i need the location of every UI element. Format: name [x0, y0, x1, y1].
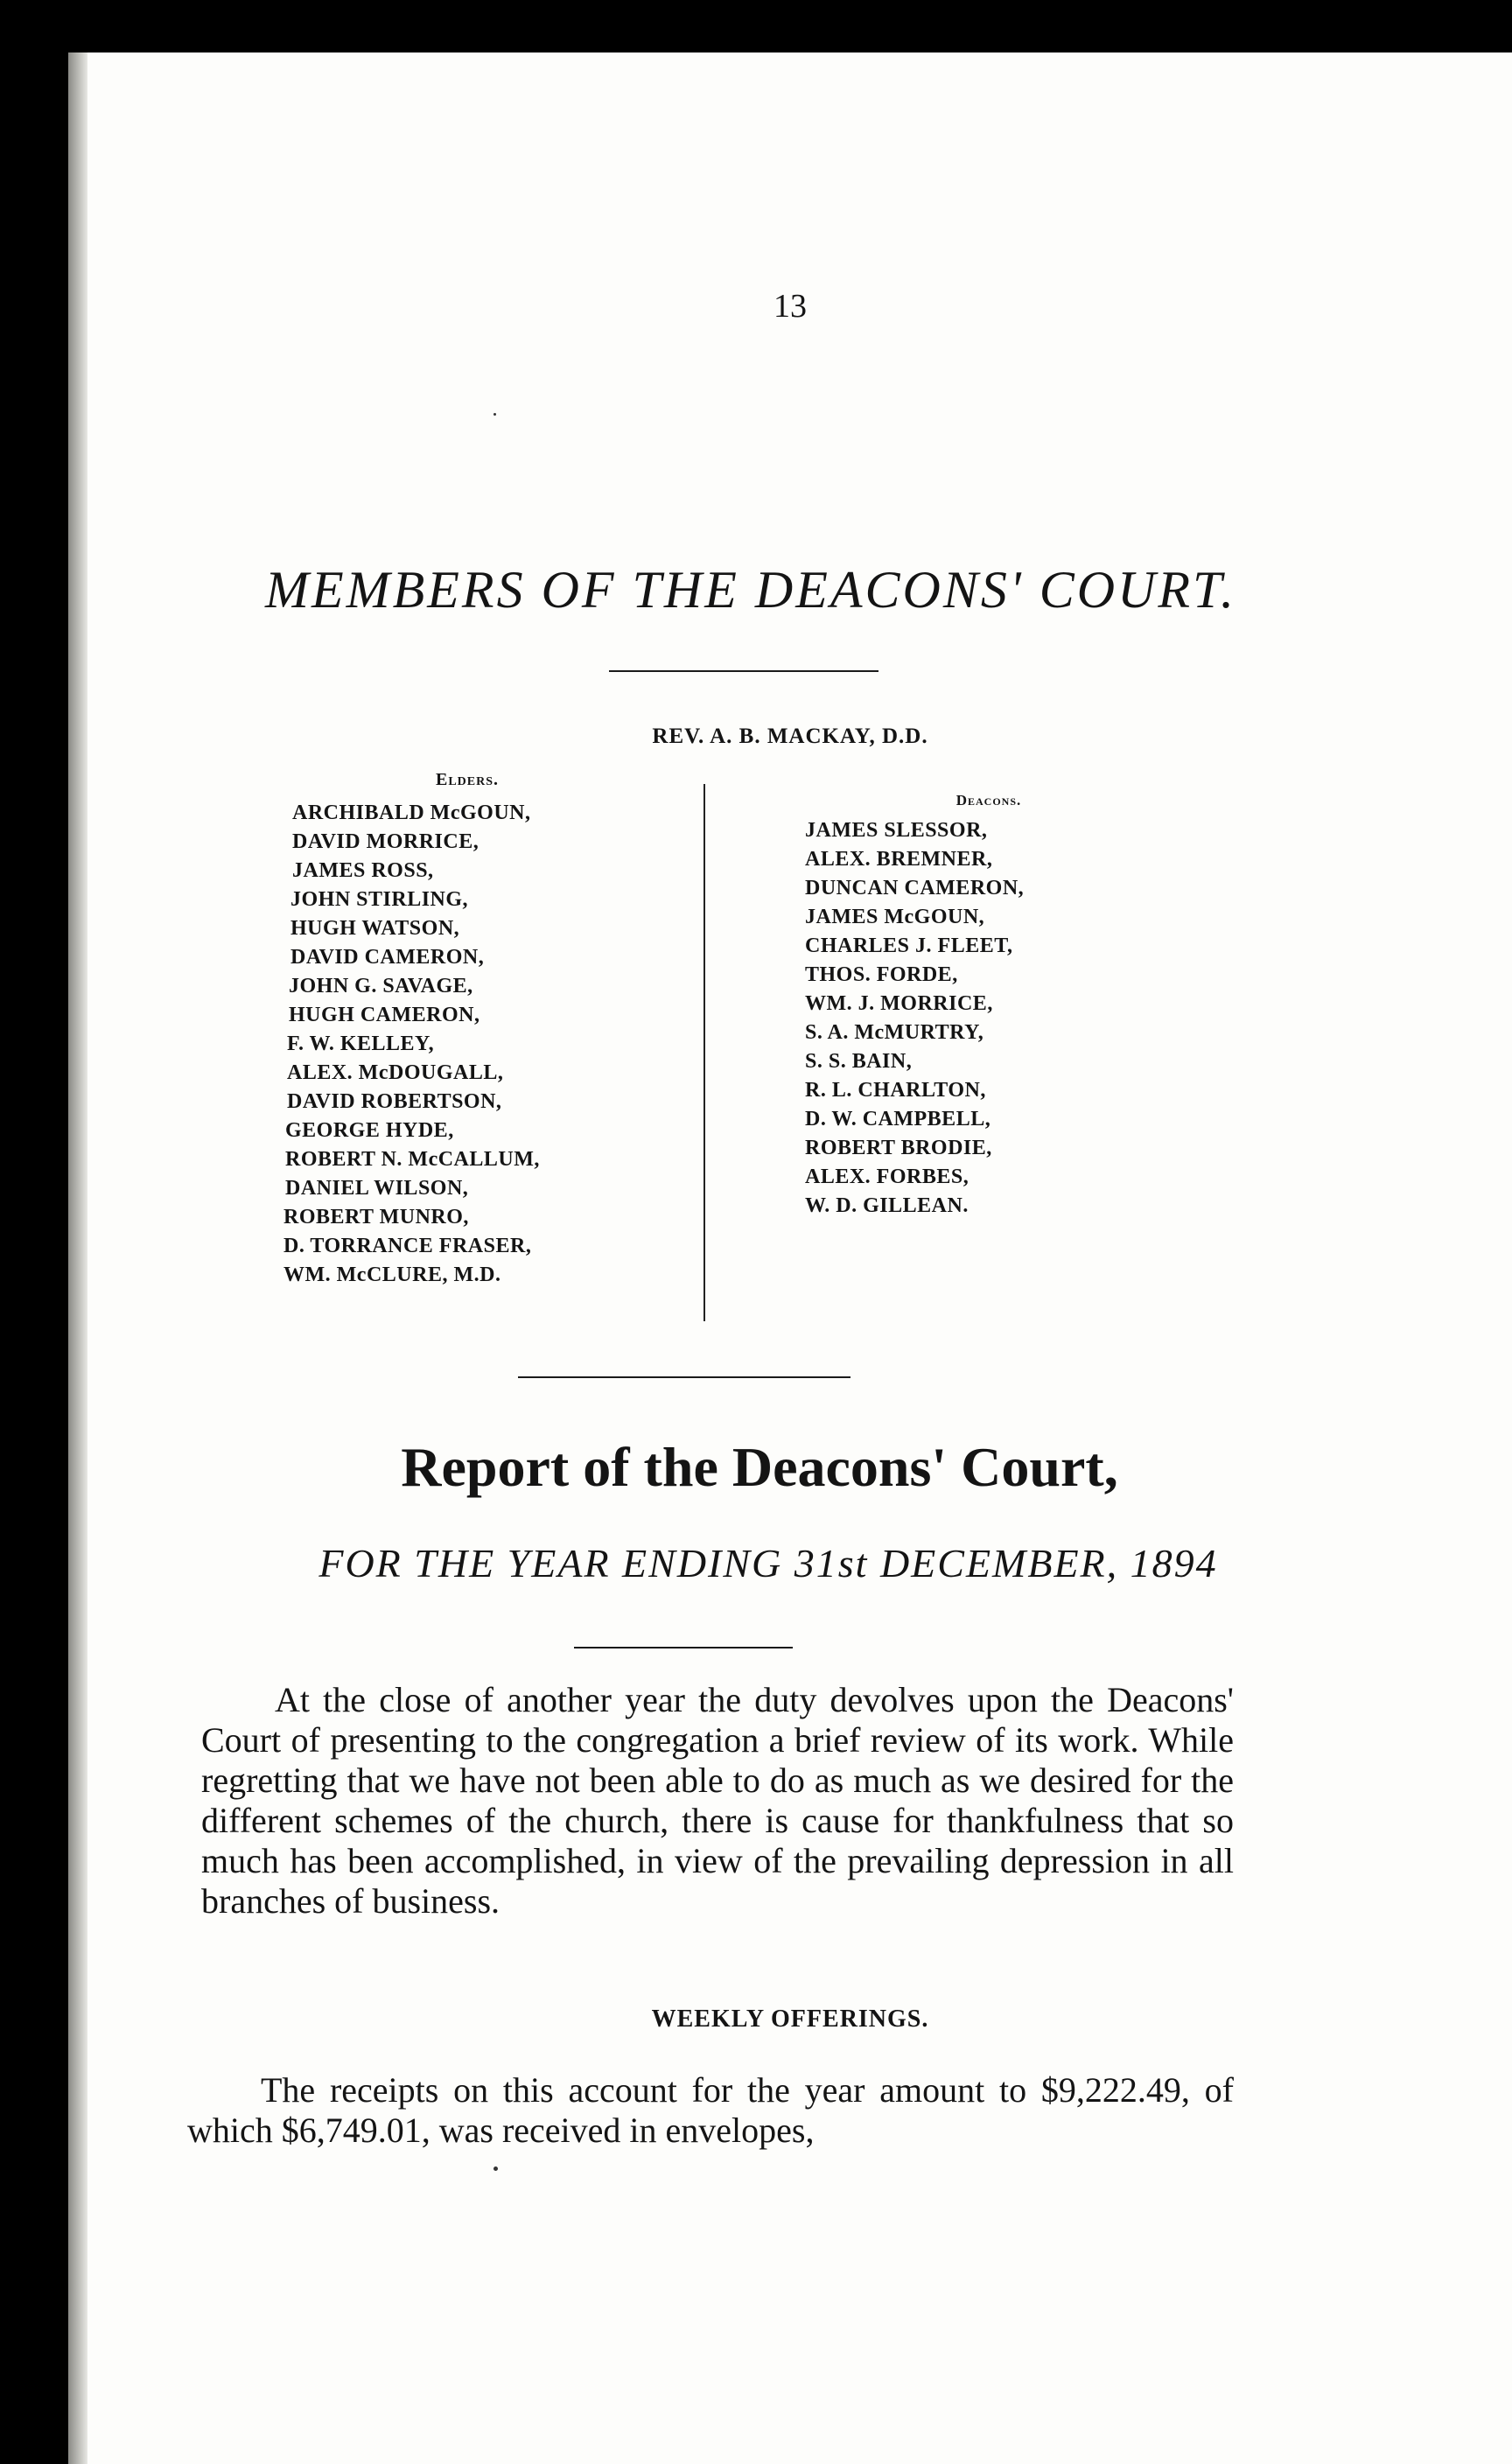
- name-entry: JAMES McGOUN,: [805, 906, 985, 928]
- deacons-heading: Deacons.: [956, 792, 1022, 808]
- name-entry: DAVID ROBERTSON,: [287, 1090, 502, 1113]
- deacons-list: [805, 816, 1172, 1221]
- name-entry: WM. J. MORRICE,: [805, 992, 993, 1015]
- name-entry: S. A. McMURTRY,: [805, 1021, 984, 1044]
- name-entry: THOS. FORDE,: [805, 963, 958, 986]
- name-entry: ROBERT MUNRO,: [284, 1206, 469, 1228]
- name-entry: ALEX. FORBES,: [805, 1166, 970, 1188]
- section-divider-rule: [518, 1376, 850, 1378]
- members-section-title: MEMBERS OF THE DEACONS' COURT.: [265, 561, 1236, 619]
- minister-name: REV. A. B. MACKAY, D.D.: [652, 724, 928, 748]
- document-page: [68, 52, 1512, 2464]
- elders-list: [284, 799, 651, 1290]
- report-subtitle: FOR THE YEAR ENDING 31st DECEMBER, 1894: [318, 1541, 1218, 1586]
- ink-speck: [494, 2166, 498, 2171]
- name-entry: JOHN STIRLING,: [290, 888, 469, 911]
- ink-speck: [494, 413, 496, 416]
- page-binding-edge: [68, 52, 88, 2464]
- name-entry: HUGH CAMERON,: [289, 1004, 480, 1026]
- name-entry: ROBERT N. McCALLUM,: [285, 1148, 540, 1171]
- name-entry: F. W. KELLEY,: [287, 1032, 435, 1055]
- name-entry: R. L. CHARLTON,: [805, 1079, 986, 1102]
- elders-heading: Elders.: [435, 770, 500, 789]
- name-entry: CHARLES J. FLEET,: [805, 934, 1013, 957]
- name-entry: DUNCAN CAMERON,: [805, 877, 1025, 900]
- name-entry: DANIEL WILSON,: [285, 1177, 469, 1200]
- deacons-column: [805, 792, 1172, 1221]
- name-entry: JOHN G. SAVAGE,: [289, 975, 473, 998]
- subtitle-rule: [574, 1647, 793, 1648]
- name-entry: JAMES SLESSOR,: [805, 819, 988, 842]
- weekly-offerings-heading: WEEKLY OFFERINGS.: [651, 2006, 929, 2033]
- name-entry: D. W. CAMPBELL,: [805, 1108, 991, 1130]
- elders-column: [284, 770, 651, 1290]
- column-divider: [704, 784, 705, 1321]
- name-entry: HUGH WATSON,: [290, 917, 460, 940]
- name-entry: ALEX. BREMNER,: [805, 848, 993, 871]
- name-entry: S. S. BAIN,: [805, 1050, 913, 1073]
- title-rule: [609, 670, 878, 672]
- name-entry: ROBERT BRODIE,: [805, 1137, 992, 1159]
- weekly-offerings-paragraph: The receipts on this account for the year amount to $9,222.49, of which $6,749.01, was received in envelopes,: [187, 2070, 1234, 2150]
- name-entry: WM. McCLURE, M.D.: [284, 1264, 501, 1286]
- name-entry: D. TORRANCE FRASER,: [284, 1235, 532, 1257]
- name-entry: ARCHIBALD McGOUN,: [292, 802, 531, 824]
- page-number: 13: [774, 288, 807, 325]
- name-entry: GEORGE HYDE,: [285, 1119, 454, 1142]
- name-entry: ALEX. McDOUGALL,: [287, 1061, 504, 1084]
- name-entry: DAVID CAMERON,: [290, 946, 485, 969]
- report-title: Report of the Deacons' Court,: [401, 1436, 1118, 1498]
- name-entry: W. D. GILLEAN.: [805, 1194, 969, 1217]
- name-entry: JAMES ROSS,: [292, 859, 434, 882]
- name-entry: DAVID MORRICE,: [292, 830, 480, 853]
- intro-paragraph: At the close of another year the duty devolves upon the Deacons' Court of presenting to the congregation a brief review of its work. While regretting that we have not been able to do as much as we desired for the different schemes of the church, there is cause for thankfulness that so much has been accomplished, in view of the prevailing depression in all branches of business.: [201, 1680, 1234, 1921]
